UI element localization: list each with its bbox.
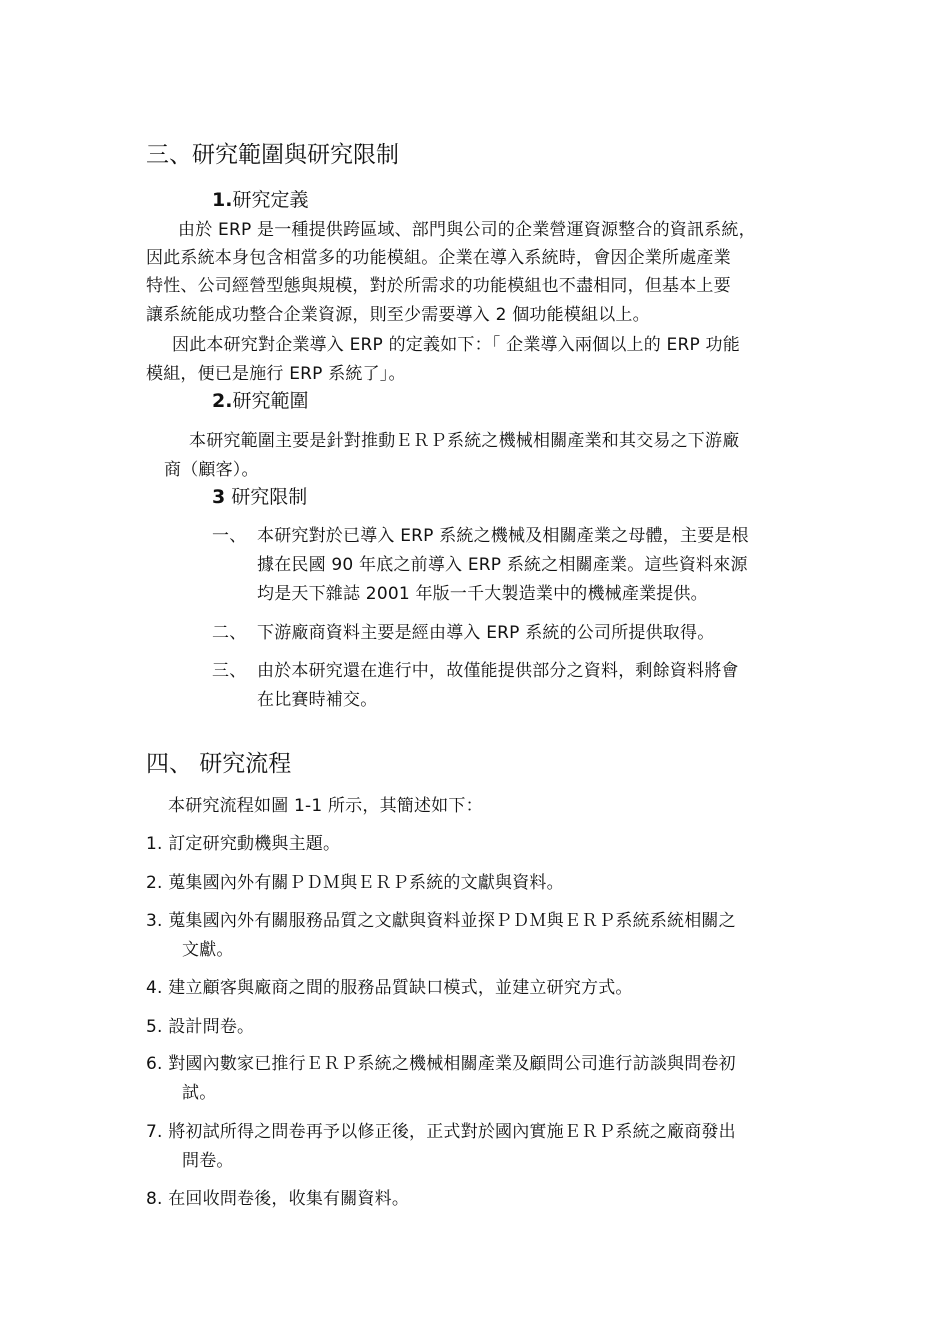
limitation-1-line1: 本研究對於已導入 ERP 系統之機械及相關產業之母體，主要是根: [257, 526, 749, 546]
limitation-1-line2: 據在民國 90 年底之前導入 ERP 系統之相關產業。這些資料來源: [257, 555, 748, 575]
step-7: [146, 1118, 736, 1146]
step-text: 將初試所得之問卷再予以修正後，正式對於國內實施ＥＲＰ系統之廠商發出: [168, 1122, 736, 1142]
limitation-3-line1: 由於本研究還在進行中，故僅能提供部分之資料，剩餘資料將會: [257, 661, 739, 681]
step-2: [146, 869, 564, 897]
process-intro: 本研究流程如圖 1-1 所示，其簡述如下：: [168, 796, 483, 816]
limitation-1-marker: 一、: [212, 526, 247, 546]
step-8: [146, 1185, 409, 1213]
definition-para1-line2: 因此系統本身包含相當多的功能模組。企業在導入系統時，會因企業所處產業: [146, 248, 731, 268]
step-6: [146, 1050, 736, 1078]
scope-line1: 本研究範圍主要是針對推動ＥＲＰ系統之機械相關產業和其交易之下游廠: [189, 431, 740, 451]
subsection-1-heading: [212, 187, 308, 213]
step-text: 蒐集國內外有關ＰＤＭ與ＥＲＰ系統的文獻與資料。: [168, 873, 564, 893]
subsection-1-number: 1.: [212, 189, 233, 211]
step-number: 5.: [146, 1017, 163, 1037]
limitation-2-marker: 二、: [212, 623, 247, 643]
limitation-2-line1: 下游廠商資料主要是經由導入 ERP 系統的公司所提供取得。: [257, 623, 715, 643]
step-3-line2: 文獻。: [182, 940, 234, 960]
step-number: 6.: [146, 1054, 163, 1074]
subsection-2-heading: [212, 388, 308, 414]
limitation-1-line3: 均是天下雜誌 2001 年版一千大製造業中的機械產業提供。: [257, 584, 708, 604]
section-3-heading: 三、研究範圍與研究限制: [146, 142, 399, 168]
subsection-1-title: 研究定義: [232, 189, 309, 211]
step-text: 設計問卷。: [168, 1017, 255, 1037]
definition-para1-line3: 特性、公司經營型態與規模，對於所需求的功能模組也不盡相同，但基本上要: [146, 276, 731, 296]
definition-para1-line1: 由於 ERP 是一種提供跨區域、部門與公司的企業營運資源整合的資訊系統，: [178, 220, 756, 240]
step-number: 7.: [146, 1122, 163, 1142]
step-text: 蒐集國內外有關服務品質之文獻與資料並探ＰＤＭ與ＥＲＰ系統系統相關之: [168, 911, 736, 931]
section-4-heading: 四、 研究流程: [146, 751, 292, 777]
step-7-line2: 問卷。: [182, 1151, 234, 1171]
subsection-3-title: 研究限制: [225, 486, 308, 508]
limitation-3-line2: 在比賽時補交。: [257, 690, 378, 710]
step-number: 1.: [146, 834, 163, 854]
step-4: [146, 974, 633, 1002]
step-number: 3.: [146, 911, 163, 931]
limitation-3-marker: 三、: [212, 661, 247, 681]
step-text: 對國內數家已推行ＥＲＰ系統之機械相關產業及顧問公司進行訪談與問卷初: [168, 1054, 736, 1074]
subsection-3-number: 3: [212, 486, 226, 508]
step-6-line2: 試。: [182, 1083, 217, 1103]
step-number: 4.: [146, 978, 163, 998]
step-5: [146, 1013, 254, 1041]
step-number: 8.: [146, 1189, 163, 1209]
step-text: 在回收問卷後，收集有關資料。: [168, 1189, 410, 1209]
step-text: 建立顧客與廠商之間的服務品質缺口模式，並建立研究方式。: [168, 978, 633, 998]
scope-line2: 商（顧客）。: [164, 460, 259, 480]
subsection-2-title: 研究範圍: [232, 390, 309, 412]
step-1: [146, 830, 340, 858]
step-text: 訂定研究動機與主題。: [168, 834, 341, 854]
subsection-3-heading: [212, 484, 307, 510]
definition-para2-line2: 模組，便已是施行 ERP 系統了」。: [146, 364, 406, 384]
step-3: [146, 907, 736, 935]
subsection-2-number: 2.: [212, 390, 233, 412]
definition-para1-line4: 讓系統能成功整合企業資源，則至少需要導入 2 個功能模組以上。: [146, 305, 650, 325]
definition-para2-line1: 因此本研究對企業導入 ERP 的定義如下：「 企業導入兩個以上的 ERP 功能: [172, 335, 740, 355]
step-number: 2.: [146, 873, 163, 893]
